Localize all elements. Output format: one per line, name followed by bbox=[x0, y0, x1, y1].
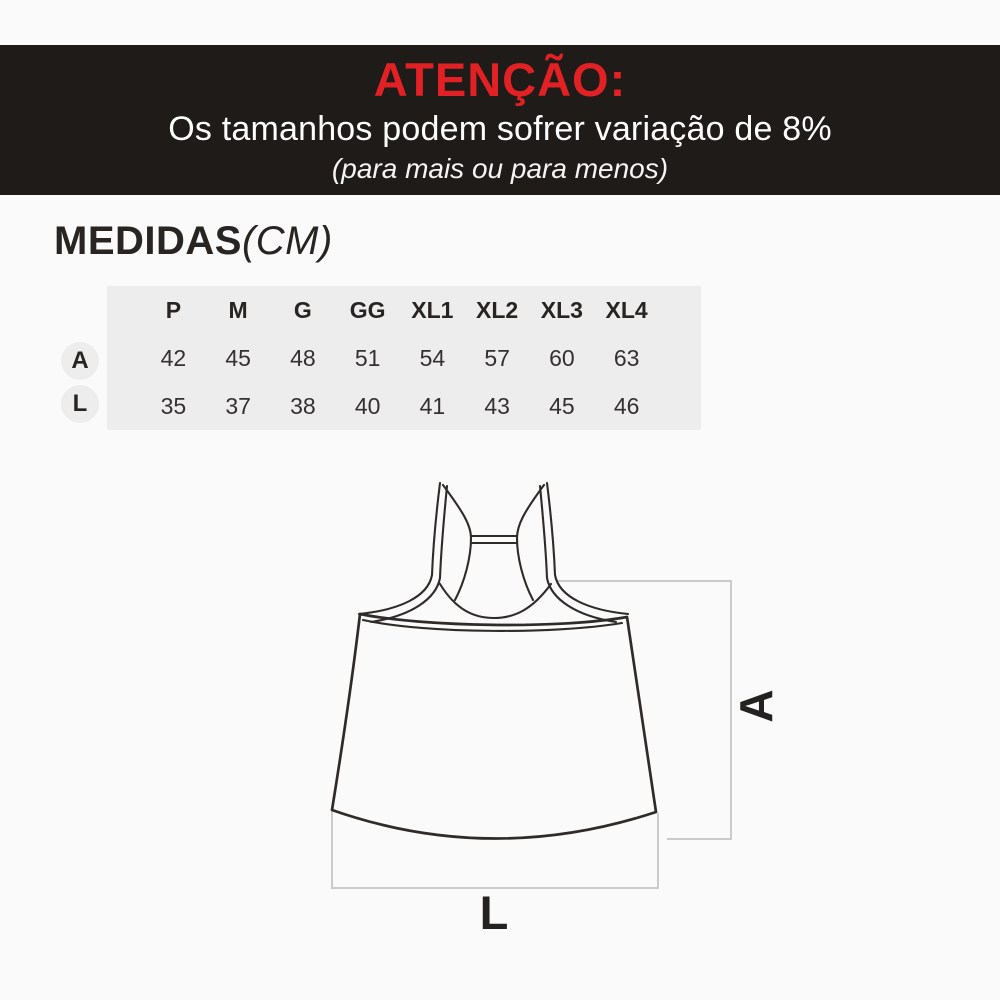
banner-note: (para mais ou para menos) bbox=[331, 153, 669, 184]
table-cell: 57 bbox=[484, 344, 510, 371]
table-cell: 51 bbox=[354, 344, 381, 371]
table-cell: 43 bbox=[484, 392, 510, 419]
page-title-main: MEDIDAS bbox=[54, 219, 242, 263]
page-title-unit: (CM) bbox=[241, 219, 333, 263]
table-cell: 46 bbox=[613, 392, 640, 419]
col-header: P bbox=[165, 296, 182, 323]
table-cell: 45 bbox=[549, 392, 575, 419]
table-cell: 41 bbox=[419, 392, 446, 419]
table-cell: 38 bbox=[290, 392, 316, 419]
col-header: M bbox=[228, 296, 248, 323]
table-cell: 42 bbox=[160, 344, 187, 371]
table-cell: 37 bbox=[225, 392, 251, 419]
col-header: XL1 bbox=[411, 296, 454, 323]
table-cell: 54 bbox=[419, 344, 446, 371]
height-measure-label: A bbox=[730, 689, 782, 723]
row-label-l: L bbox=[61, 385, 99, 423]
col-header: G bbox=[293, 296, 312, 323]
garment-front-body bbox=[332, 614, 656, 839]
table-cell: 40 bbox=[354, 392, 381, 419]
banner-title: ATENÇÃO: bbox=[373, 53, 627, 106]
col-header: XL3 bbox=[540, 296, 583, 323]
table-cell: 48 bbox=[290, 344, 316, 371]
table-cell: 60 bbox=[549, 344, 575, 371]
width-measure-label: L bbox=[479, 886, 509, 939]
col-header: XL2 bbox=[476, 296, 519, 323]
table-cell: 45 bbox=[225, 344, 251, 371]
table-cell: 63 bbox=[613, 344, 640, 371]
banner-subtitle: Os tamanhos podem sofrer variação de 8% bbox=[168, 110, 832, 148]
table-cell: 35 bbox=[160, 392, 187, 419]
col-header: GG bbox=[349, 296, 386, 323]
row-label-a: A bbox=[61, 342, 99, 380]
col-header: XL4 bbox=[605, 296, 648, 323]
